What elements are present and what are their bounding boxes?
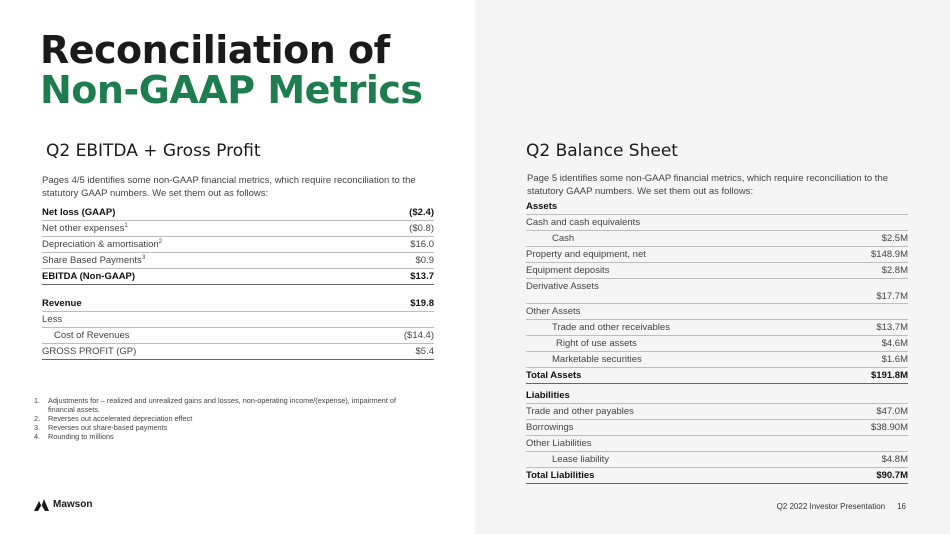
row-value [339,312,434,328]
table-row [42,237,434,253]
row-value: $1.6M [830,352,908,368]
row-value: $38.90M [830,420,908,436]
row-value: $13.7 [367,269,434,285]
table-row [526,420,908,436]
row-label: Depreciation & amortisation$^2$ [42,237,367,253]
row-label: Share Based Payments$^3$ [42,253,367,269]
balance-sheet-table [526,199,908,484]
row-label: Other Liabilities [526,436,830,452]
title-line-2: Non-GAAP Metrics [40,68,423,112]
row-label: Marketable securities [526,352,830,368]
ebitda-table [42,205,434,285]
table-row [42,328,434,344]
table-row [526,304,908,320]
table-row [526,215,908,231]
row-label: Assets [526,199,830,215]
row-value: $16.0 [367,237,434,253]
footnote: 3. Reverses out share-based payments [34,423,168,432]
table-row [526,336,908,352]
row-value: $47.0M [830,404,908,420]
footnote-ref: 2 [158,238,163,245]
table-row [526,199,908,215]
row-value: $2.5M [830,231,908,247]
table-row [526,279,908,304]
row-label: Liabilities [526,384,830,404]
table-row [42,296,434,312]
row-label: GROSS PROFIT (GP) [42,344,339,360]
row-value: $19.8 [339,296,434,312]
row-value: $13.7M [830,320,908,336]
row-label: Less [42,312,339,328]
table-row [42,205,434,221]
table-row [526,436,908,452]
row-label: Lease liability [526,452,830,468]
row-label: Borrowings [526,420,830,436]
table-row [526,263,908,279]
table-row [526,404,908,420]
row-label: Revenue [42,296,339,312]
row-value [830,384,908,404]
row-value: $4.6M [830,336,908,352]
row-label: Derivative Assets [526,279,830,304]
row-value: $5.4 [339,344,434,360]
table-row [42,312,434,328]
row-value: $90.7M [830,468,908,484]
row-value: $0.9 [367,253,434,269]
table-row [526,320,908,336]
presentation-title: Q2 2022 Investor Presentation [776,502,886,511]
table-row [526,368,908,384]
row-value [830,199,908,215]
row-label: Total Liabilities [526,468,830,484]
row-label: Other Assets [526,304,830,320]
row-label: Net other expenses$^1$ [42,221,367,237]
row-value: ($0.8) [367,221,434,237]
balance-sheet-intro-text: Page 5 identifies some non-GAAP financial metrics, which require reconciliation to the statutory GAAP numbers. We set them out as follows: [527,173,889,197]
row-label: Total Assets [526,368,830,384]
row-value: $2.8M [830,263,908,279]
row-value: ($2.4) [367,205,434,221]
row-label: Trade and other payables [526,404,830,420]
row-label: Property and equipment, net [526,247,830,263]
ebitda-section-heading: Q2 EBITDA + Gross Profit [46,141,261,161]
table-row [526,247,908,263]
balance-sheet-heading: Q2 Balance Sheet [526,141,678,161]
row-label: Right of use assets [526,336,830,352]
row-label: EBITDA (Non-GAAP) [42,269,367,285]
row-label: Cost of Revenues [42,328,339,344]
footnote-ref: 3 [141,254,146,261]
footnote-ref: 1 [124,222,128,229]
row-label: Cash and cash equivalents [526,215,830,231]
row-value: $148.9M [830,247,908,263]
table-row [526,231,908,247]
brand-name: Mawson [53,498,93,510]
gross-profit-table [42,296,434,360]
ebitda-intro-text: Pages 4/5 identifies some non-GAAP financial metrics, which require reconciliation to the statutory GAAP numbers. We set them out as follows: [42,175,416,199]
page-footer [777,502,906,511]
footnotes-list [34,396,414,441]
table-row [526,352,908,368]
row-value: $191.8M [830,368,908,384]
page-title [40,30,422,110]
footnote: 2. Reverses out accelerated depreciation effect [34,414,193,423]
table-row [526,468,908,484]
row-value [830,304,908,320]
row-label: Net loss (GAAP) [42,205,367,221]
row-value: ($14.4) [339,328,434,344]
table-row [526,384,908,404]
brand-logo [34,497,92,511]
title-line-1: Reconciliation of [40,28,390,72]
mountain-logo-icon [34,497,49,511]
row-value [830,215,908,231]
row-value: $17.7M [830,279,908,304]
table-row [526,452,908,468]
table-row [42,344,434,360]
row-value [830,436,908,452]
page-number: 16 [897,502,906,511]
row-value: $4.8M [830,452,908,468]
row-label: Equipment deposits [526,263,830,279]
table-row [42,253,434,269]
footnote: 4. Rounding to millions [34,432,114,441]
footnote: 1. Adjustments for – realized and unrealized gains and losses, non-operating income/(expense), impairment of financial assets. [34,396,397,414]
table-row [42,269,434,285]
row-label: Trade and other receivables [526,320,830,336]
row-label: Cash [526,231,830,247]
table-row [42,221,434,237]
